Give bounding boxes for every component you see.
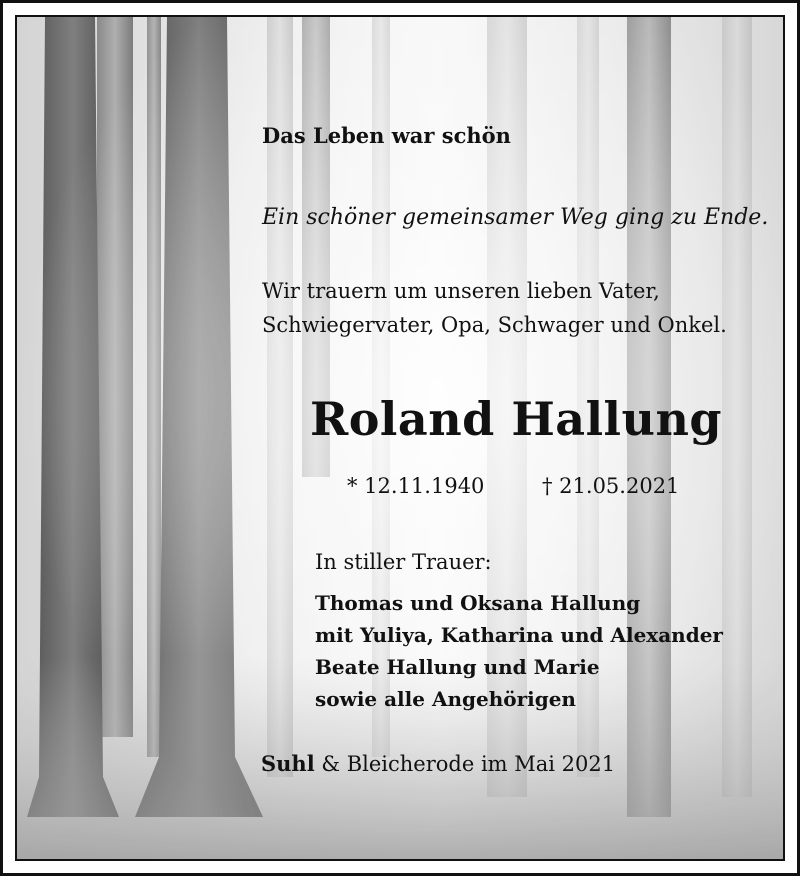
place-date: & Bleicherode im Mai 2021: [314, 752, 616, 776]
mourner-line: Beate Hallung und Marie: [315, 655, 600, 679]
mourner-line: sowie alle Angehörigen: [315, 687, 576, 711]
motto-heading: Das Leben war schön: [262, 123, 511, 148]
mourners-list: [315, 587, 723, 715]
subtitle-line: Ein schöner gemeinsamer Weg ging zu Ende.: [262, 205, 769, 230]
deceased-name: Roland Hallung: [310, 392, 723, 446]
notice-inner-frame: [15, 15, 785, 861]
mourner-line: mit Yuliya, Katharina und Alexander: [315, 623, 723, 647]
intro-text: [262, 274, 727, 342]
intro-line: Schwiegervater, Opa, Schwager und Onkel.: [262, 313, 727, 337]
mourner-line: Thomas und Oksana Hallung: [315, 591, 641, 615]
death-date: † 21.05.2021: [542, 474, 680, 498]
birth-date: * 12.11.1940: [347, 474, 485, 498]
intro-line: Wir trauern um unseren lieben Vater,: [262, 279, 660, 303]
place-and-date: [261, 751, 615, 776]
place-name: Suhl: [261, 751, 315, 776]
mourning-label: In stiller Trauer:: [315, 550, 492, 574]
